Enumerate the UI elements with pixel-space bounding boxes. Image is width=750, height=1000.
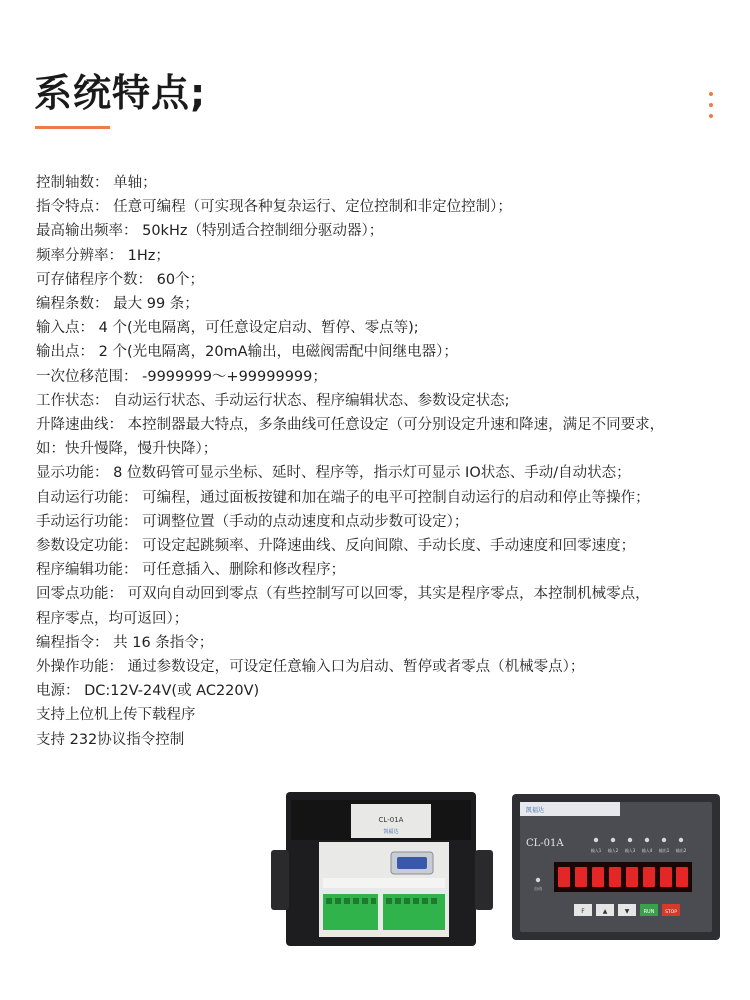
mount-clip-right [475,850,493,910]
feature-line: 电源： DC:12V-24V(或 AC220V) [36,683,260,700]
label-brand: 凯福达 [383,829,399,835]
status-led [536,878,540,882]
db9-port [397,857,427,869]
feature-line: 手动运行功能： 可调整位置（手动的点动速度和点动步数可设定）； [36,513,469,530]
feature-line: 如：快升慢降，慢升快降）； [36,441,218,458]
more-menu-icon[interactable] [708,92,714,118]
feature-line: 编程条数： 最大 99 条； [36,296,199,313]
feature-line: 外操作功能： 通过参数设定，可设定任意输入口为启动、暂停或者零点（机械零点）； [36,659,585,676]
key-down-label: ▼ [624,908,630,915]
feature-line: 参数设定功能： 可设定起跳频率、升降速曲线、反向间隙、手动长度、手动速度和回零速度； [36,538,636,555]
front-keypad [574,904,680,916]
dot [709,103,713,107]
key-run-label: RUN [643,909,655,915]
key-up-label: ▲ [602,908,608,915]
controller-rear-photo [271,790,493,948]
status-label: 自动 [534,886,542,891]
feature-line: 指令特点： 任意可编程（可实现各种复杂运行、定位控制和非定位控制）； [36,199,512,216]
led-label: 输入2 [607,848,619,853]
feature-line: 支持 232协议指令控制 [36,731,185,748]
feature-line: 可存储程序个数： 60个； [36,271,205,288]
led-label: 输出1 [658,848,670,853]
feature-line: 程序零点，均可返回）； [36,610,189,627]
mount-clip-left [271,850,289,910]
feature-line: 支持上位机上传下载程序 [36,707,196,724]
feature-line: 频率分辨率： 1Hz； [36,247,170,264]
feature-line: 编程指令： 共 16 条指令； [36,634,214,651]
dot [709,114,713,118]
feature-line: 自动运行功能： 可编程，通过面板按键和加在端子的电平可控制自动运行的启动和停止等操作； [36,489,650,506]
led-label: 输入3 [624,848,636,853]
led-label: 输入4 [641,848,653,853]
feature-line: 工作状态： 自动运行状态、手动运行状态、程序编辑状态、参数设定状态; [36,392,510,409]
feature-line: 回零点功能： 可双向自动回到零点（有些控制写可以回零，其实是程序零点，本控制机械零点， [36,586,650,603]
feature-line: 升降速曲线： 本控制器最大特点，多条曲线可任意设定（可分别设定升速和降速，满足不同要求， [36,417,665,434]
led-label: 输出2 [675,848,687,853]
feature-line: 输出点： 2 个(光电隔离，20mA输出，电磁阀需配中间继电器）； [36,344,458,361]
title-underline [35,126,110,129]
controller-front-photo [510,792,722,942]
feature-line: 显示功能： 8 位数码管可显示坐标、延时、程序等，指示灯可显示 IO状态、手动/自动状态； [36,465,631,482]
feature-line: 最高输出频率： 50kHz（特别适合控制细分驱动器）； [36,223,384,240]
key-stop-label: STOP [665,910,677,915]
feature-line: 输入点： 4 个(光电隔离，可任意设定启动、暂停、零点等); [36,320,419,337]
front-brand: 凯福达 [526,807,545,814]
feature-line: 一次位移范围： -9999999～+99999999； [36,368,327,385]
key-f-label: F [581,908,585,915]
front-model: CL-01A [526,838,564,849]
terminal-labels-strip [323,878,445,888]
led-label: 输入1 [590,848,602,853]
label-model: CL-01A [378,816,404,824]
feature-line: 控制轴数： 单轴； [36,175,157,191]
feature-list [36,171,716,752]
dot [709,92,713,96]
feature-line: 程序编辑功能： 可任意插入、删除和修改程序； [36,562,346,579]
page-title: 系统特点; [34,71,207,115]
